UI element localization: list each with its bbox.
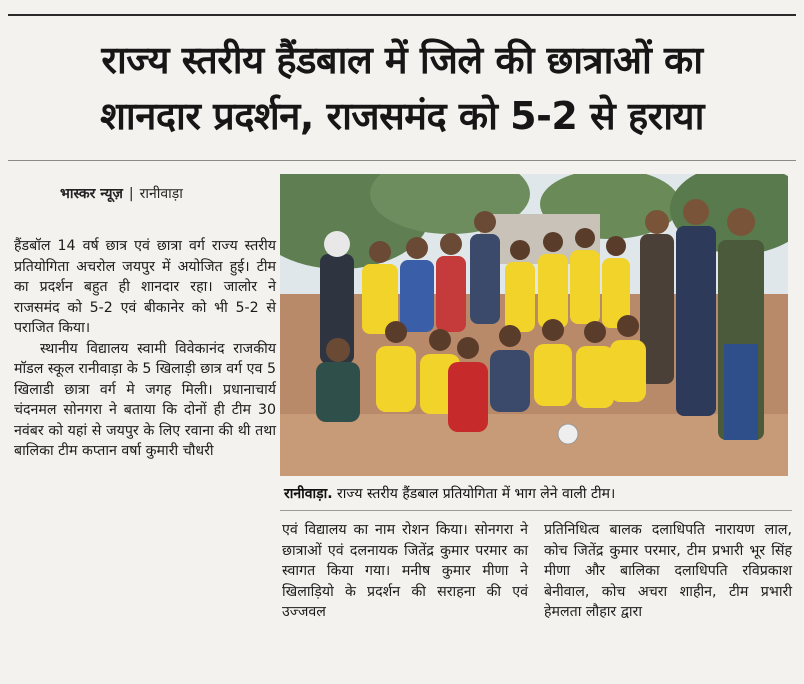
article-column-2: [282, 520, 528, 623]
byline-separator: |: [128, 186, 134, 202]
article-paragraph-3: एवं विद्यालय का नाम रोशन किया। सोनगरा ने छात्राओं एवं दलनायक जितेंद्र कुमार परमार का स्वागत किया गया। मनीष कुमार मीणा ने खिलाड़ियो के प्रदर्शन की सराहना की एवं उज्जवल: [282, 522, 528, 620]
headline-line-2: शानदार प्रदर्शन, राजसमंद को 5-2 से हराया: [100, 94, 704, 138]
caption-place: रानीवाड़ा.: [284, 486, 333, 502]
headline: [12, 32, 792, 144]
article-paragraph-1: हैंडबॉल 14 वर्ष छात्र एवं छात्रा वर्ग राज्य स्तरीय प्रतियोगिता अचरोल जयपुर में अयोजित हुई। टीम का प्रदर्शन बहुत ही शानदार रहा। जालोर ने राजसमंद को 5-2 एवं बीकानेर को भी 5-2 से पराजित किया।: [14, 238, 276, 336]
team-photo-image: [280, 174, 788, 476]
team-photo: [280, 174, 788, 476]
photo-caption: [284, 484, 788, 503]
article-column-3: [544, 520, 792, 623]
article-paragraph-4: प्रतिनिधित्व बालक दलाधिपति नारायण लाल, कोच जितेंद्र कुमार परमार, टीम प्रभारी भूर सिंह मीणा और बालिका दलाधिपति रविप्रकाश बेनीवाल, कोच अचरा शाहीन, टीम प्रभारी हेमलता लौहार द्वारा: [544, 522, 792, 620]
article-column-1: [14, 236, 276, 462]
handball: [558, 424, 578, 444]
caption-text: राज्य स्तरीय हैंडबाल प्रतियोगिता में भाग लेने वाली टीम।: [332, 486, 616, 502]
headline-rule: [8, 160, 796, 161]
article-paragraph-2: स्थानीय विद्यालय स्वामी विवेकानंद राजकीय मॉडल स्कूल रानीवाड़ा के 5 खिलाड़ी छात्र वर्ग एव 5 खिलाडी छात्रा वर्ग मे जगह मिली। प्रधानाचार्य चंदनमल सोनगरा ने बताया कि दोनों ही टीम 30 नवंबर को यहां से जयपुर के लिए रवाना की थी तथा बालिका टीम कप्तान वर्षा कुमारी चौधरी: [14, 340, 276, 459]
headline-line-1: राज्य स्तरीय हैंडबाल में जिले की छात्राओं का: [101, 38, 703, 82]
caption-rule: [280, 510, 792, 511]
top-rule: [8, 14, 796, 16]
byline-place: रानीवाड़ा: [139, 186, 183, 202]
byline-agency: भास्कर न्यूज़: [60, 186, 123, 202]
byline: [60, 184, 183, 203]
